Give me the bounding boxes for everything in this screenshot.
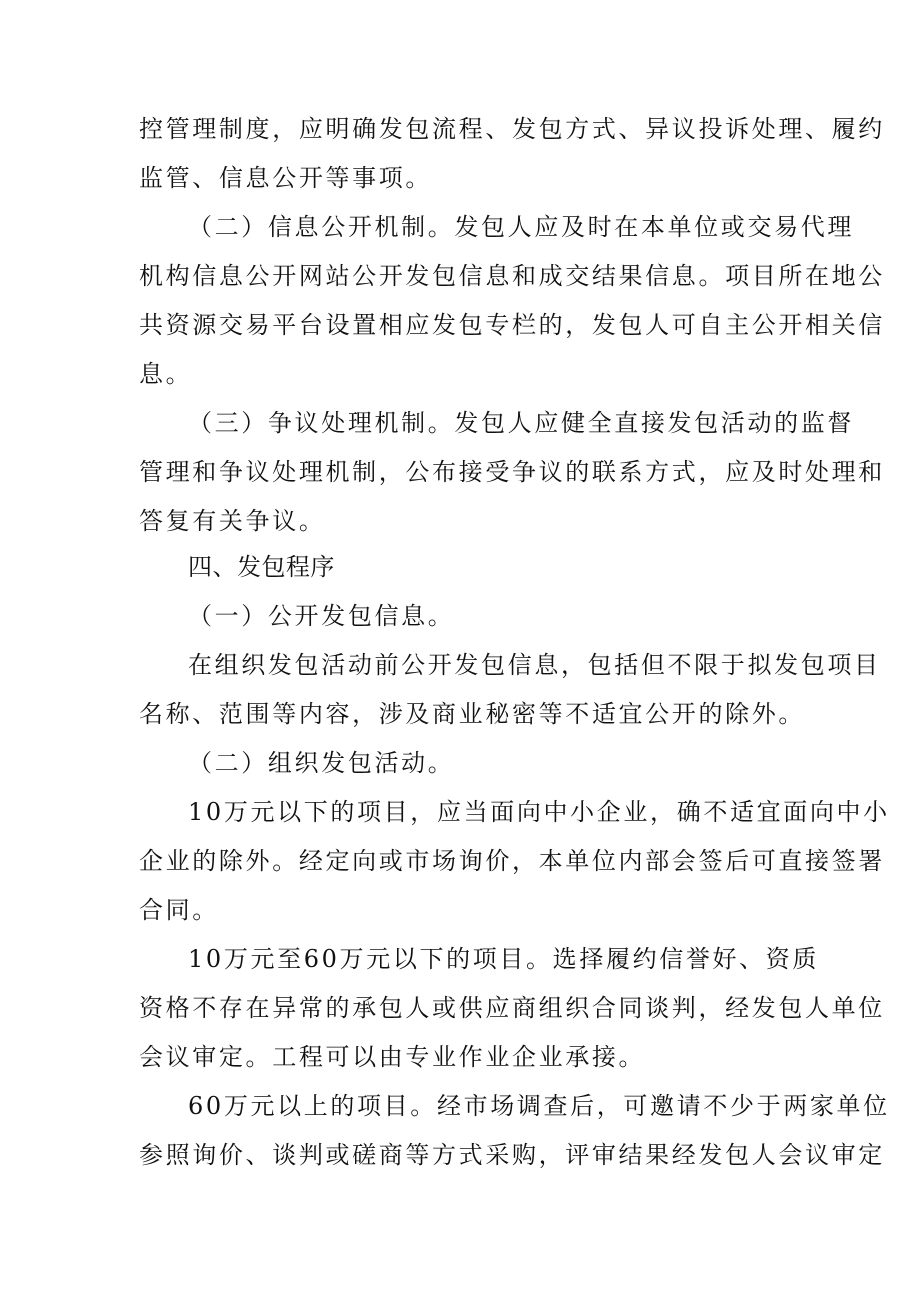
paragraph-line: 参照询价、谈判或磋商等方式采购，评审结果经发包人会议审定 <box>139 1141 885 1169</box>
paragraph-line: 监管、信息公开等事项。 <box>139 164 433 192</box>
paragraph-line: 合同。 <box>139 896 219 924</box>
paragraph-line: 机构信息公开网站公开发包信息和成交结果信息。项目所在地公 <box>139 262 885 290</box>
paragraph-line: 10万元以下的项目，应当面向中小企业，确不适宜面向中小 <box>188 798 890 826</box>
subsection-heading: （一）公开发包信息。 <box>188 602 455 630</box>
paragraph-line: 会议审定。工程可以由专业作业企业承接。 <box>139 1043 646 1071</box>
paragraph-line: 企业的除外。经定向或市场询价，本单位内部会签后可直接签署 <box>139 847 885 875</box>
paragraph-line: 资格不存在异常的承包人或供应商组织合同谈判，经发包人单位 <box>139 994 885 1022</box>
paragraph-line: （二）信息公开机制。发包人应及时在本单位或交易代理 <box>188 213 854 241</box>
paragraph-line: 息。 <box>139 360 193 388</box>
paragraph-line: 60万元以上的项目。经市场调查后，可邀请不少于两家单位 <box>188 1092 890 1120</box>
paragraph-line: 共资源交易平台设置相应发包专栏的，发包人可自主公开相关信 <box>139 311 885 339</box>
paragraph-line: 10万元至60万元以下的项目。选择履约信誉好、资质 <box>188 945 820 973</box>
paragraph-line: 控管理制度，应明确发包流程、发包方式、异议投诉处理、履约 <box>139 115 885 143</box>
paragraph-line: 在组织发包活动前公开发包信息，包括但不限于拟发包项目 <box>188 651 881 679</box>
paragraph-line: 答复有关争议。 <box>139 507 326 535</box>
paragraph-line: （三）争议处理机制。发包人应健全直接发包活动的监督 <box>188 409 854 437</box>
subsection-heading: （二）组织发包活动。 <box>188 749 455 777</box>
paragraph-line: 名称、范围等内容，涉及商业秘密等不适宜公开的除外。 <box>139 700 805 728</box>
paragraph-line: 管理和争议处理机制，公布接受争议的联系方式，应及时处理和 <box>139 458 885 486</box>
section-heading: 四、发包程序 <box>188 553 335 581</box>
